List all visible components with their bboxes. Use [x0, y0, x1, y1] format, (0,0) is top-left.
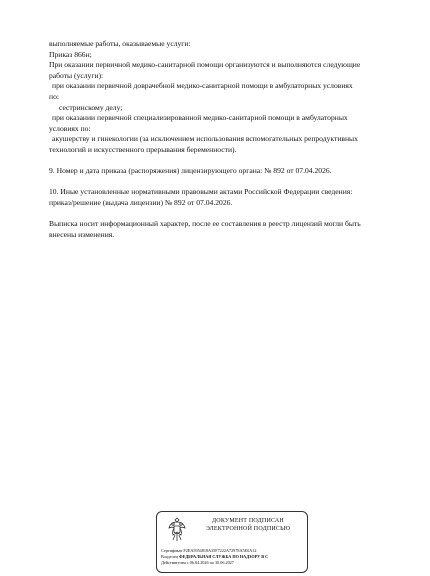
text-line: по: — [49, 91, 59, 101]
disclaimer-line: Выписка носит информационный характер, после ее составления в реестр лицензий могли быть — [49, 219, 361, 229]
text-line: технологий и искусственного прерывания беременности). — [49, 144, 237, 154]
text-line: условиях по: — [49, 123, 91, 133]
text-line: работы (услуги): — [49, 70, 104, 80]
disclaimer-line: внесены изменения. — [49, 229, 115, 239]
order-number-line: 9. Номер и дата приказа (распоряжения) лицензирующего органа: № 892 от 07.04.2026. — [49, 166, 332, 176]
coat-of-arms-icon — [165, 515, 189, 545]
service-item: акушерству и гинекологии (за исключением использования вспомогательных репродуктивных — [52, 134, 358, 144]
services-heading: выполняемые работы, оказываемые услуги: — [49, 39, 191, 48]
other-info-line: приказ/решение (выдача лицензии) № 892 от 07.04.2026. — [49, 197, 233, 207]
stamp-title: ДОКУМЕНТ ПОДПИСАН ЭЛЕКТРОННОЙ ПОДПИСЬЮ — [205, 518, 291, 532]
text-line: При оказании первичной медико-санитарной помощи организуются и выполняются следующие — [49, 60, 361, 70]
certificate-line: Сертификат F2EA5954818A35F7222A72978A5E0A12 — [161, 548, 257, 553]
order-reference: Приказ 866н; — [49, 49, 92, 59]
electronic-signature-stamp — [156, 511, 308, 573]
document-body — [49, 39, 399, 240]
text-line: при оказании первичной специализированной медико-санитарной помощи в амбулаторных — [52, 113, 348, 123]
owner-line: Владелец ФЕДЕРАЛЬНАЯ СЛУЖБА ПО НАДЗОРУ В С — [161, 554, 269, 559]
text-line: при оказании первичной доврачебной медико-санитарной помощи в амбулаторных условиях — [52, 81, 353, 91]
validity-line: Действителен с 06.04.2026 по 30.06.2027 — [161, 560, 234, 565]
service-item: сестринскому делу; — [59, 102, 123, 112]
other-info-line: 10. Иные установленные нормативными правовыми актами Российской Федерации сведения: — [49, 187, 353, 197]
